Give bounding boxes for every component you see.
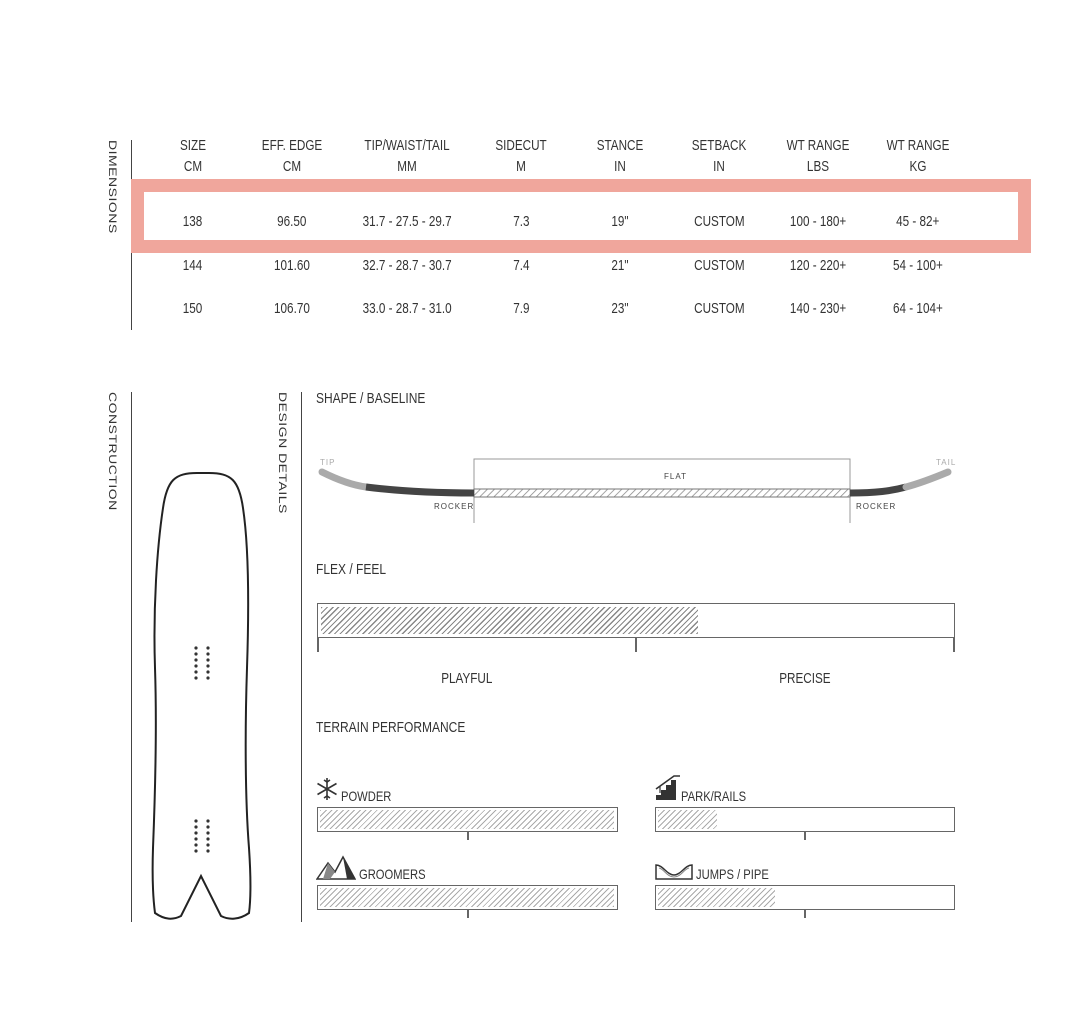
- cell-setback: CUSTOM: [693, 213, 745, 230]
- cell-setback: CUSTOM: [693, 300, 745, 317]
- cell-wt-lbs: 140 - 230+: [789, 300, 847, 317]
- cell-tip-waist-tail: 32.7 - 28.7 - 30.7: [362, 257, 452, 274]
- jumps-pipe-label: JUMPS / PIPE: [696, 866, 769, 882]
- cell-eff-edge: 106.70: [274, 300, 310, 317]
- cell-sidecut: 7.3: [512, 213, 530, 230]
- cell-size: 138: [183, 213, 203, 230]
- tip-label: TIP: [320, 458, 336, 467]
- rocker-left-label: ROCKER: [434, 502, 475, 511]
- powder-bar-fill: [320, 810, 614, 829]
- flex-scale-tick: [635, 638, 637, 652]
- powder-label: POWDER: [341, 788, 392, 804]
- header-stance: STANCE IN: [596, 137, 644, 175]
- groomers-bar: [317, 885, 618, 910]
- construction-section-label: CONSTRUCTION: [106, 392, 120, 511]
- jumps-pipe-bar-fill: [658, 888, 775, 907]
- cell-setback: CUSTOM: [693, 257, 745, 274]
- jumps-pipe-bar: [655, 885, 955, 910]
- flex-feel-title: FLEX / FEEL: [316, 561, 387, 578]
- groomers-label: GROOMERS: [359, 866, 426, 882]
- park-rails-scale-tick: [804, 832, 806, 840]
- flex-scale-tick: [953, 638, 955, 652]
- shape-baseline-title: SHAPE / BASELINE: [316, 390, 426, 407]
- cell-stance: 21": [611, 257, 629, 274]
- cell-sidecut: 7.9: [512, 300, 530, 317]
- design-details-divider: [301, 392, 302, 922]
- terrain-performance-title: TERRAIN PERFORMANCE: [316, 719, 466, 736]
- construction-divider: [131, 392, 132, 922]
- flat-label: FLAT: [664, 472, 687, 481]
- stairs-rail-icon: [655, 775, 681, 801]
- header-tip-waist-tail: TIP/WAIST/TAIL MM: [364, 137, 450, 175]
- jumps-pipe-scale-tick: [804, 910, 806, 918]
- park-rails-bar: [655, 807, 955, 832]
- header-setback: SETBACK IN: [691, 137, 747, 175]
- snowflake-icon: [316, 777, 338, 801]
- cell-stance: 19": [611, 213, 629, 230]
- cell-stance: 23": [611, 300, 629, 317]
- tail-label: TAIL: [936, 458, 957, 467]
- snowboard-outline-image: [145, 468, 265, 928]
- dimensions-section-label: DIMENSIONS: [106, 140, 120, 234]
- powder-scale-tick: [467, 832, 469, 840]
- cell-tip-waist-tail: 33.0 - 28.7 - 31.0: [362, 300, 452, 317]
- flex-playful-label: PLAYFUL: [441, 670, 493, 687]
- header-sidecut: SIDECUT M: [495, 137, 547, 175]
- park-rails-label: PARK/RAILS: [681, 788, 747, 804]
- cell-wt-lbs: 100 - 180+: [789, 213, 847, 230]
- rocker-right-label: ROCKER: [856, 502, 897, 511]
- cell-wt-kg: 64 - 104+: [893, 300, 943, 317]
- cell-size: 150: [183, 300, 203, 317]
- design-details-section-label: DESIGN DETAILS: [276, 392, 290, 514]
- flex-scale-tick: [317, 638, 319, 652]
- cell-wt-kg: 54 - 100+: [893, 257, 943, 274]
- cell-tip-waist-tail: 31.7 - 27.5 - 29.7: [362, 213, 452, 230]
- baseline-profile-diagram: [316, 455, 956, 525]
- cell-size: 144: [183, 257, 203, 274]
- flex-bar: [317, 603, 955, 638]
- park-rails-bar-fill: [658, 810, 717, 829]
- header-wt-range-kg: WT RANGE KG: [886, 137, 950, 175]
- header-size: SIZE CM: [179, 137, 207, 175]
- groomers-scale-tick: [467, 910, 469, 918]
- powder-bar: [317, 807, 618, 832]
- cell-sidecut: 7.4: [512, 257, 530, 274]
- flex-bar-fill: [321, 607, 698, 634]
- halfpipe-icon: [655, 863, 693, 881]
- cell-eff-edge: 101.60: [274, 257, 310, 274]
- header-wt-range-lbs: WT RANGE LBS: [786, 137, 850, 175]
- mountains-icon: [316, 854, 356, 880]
- cell-wt-kg: 45 - 82+: [896, 213, 940, 230]
- header-eff-edge: EFF. EDGE CM: [261, 137, 323, 175]
- flex-precise-label: PRECISE: [779, 670, 831, 687]
- groomers-bar-fill: [320, 888, 614, 907]
- cell-wt-lbs: 120 - 220+: [789, 257, 847, 274]
- cell-eff-edge: 96.50: [277, 213, 307, 230]
